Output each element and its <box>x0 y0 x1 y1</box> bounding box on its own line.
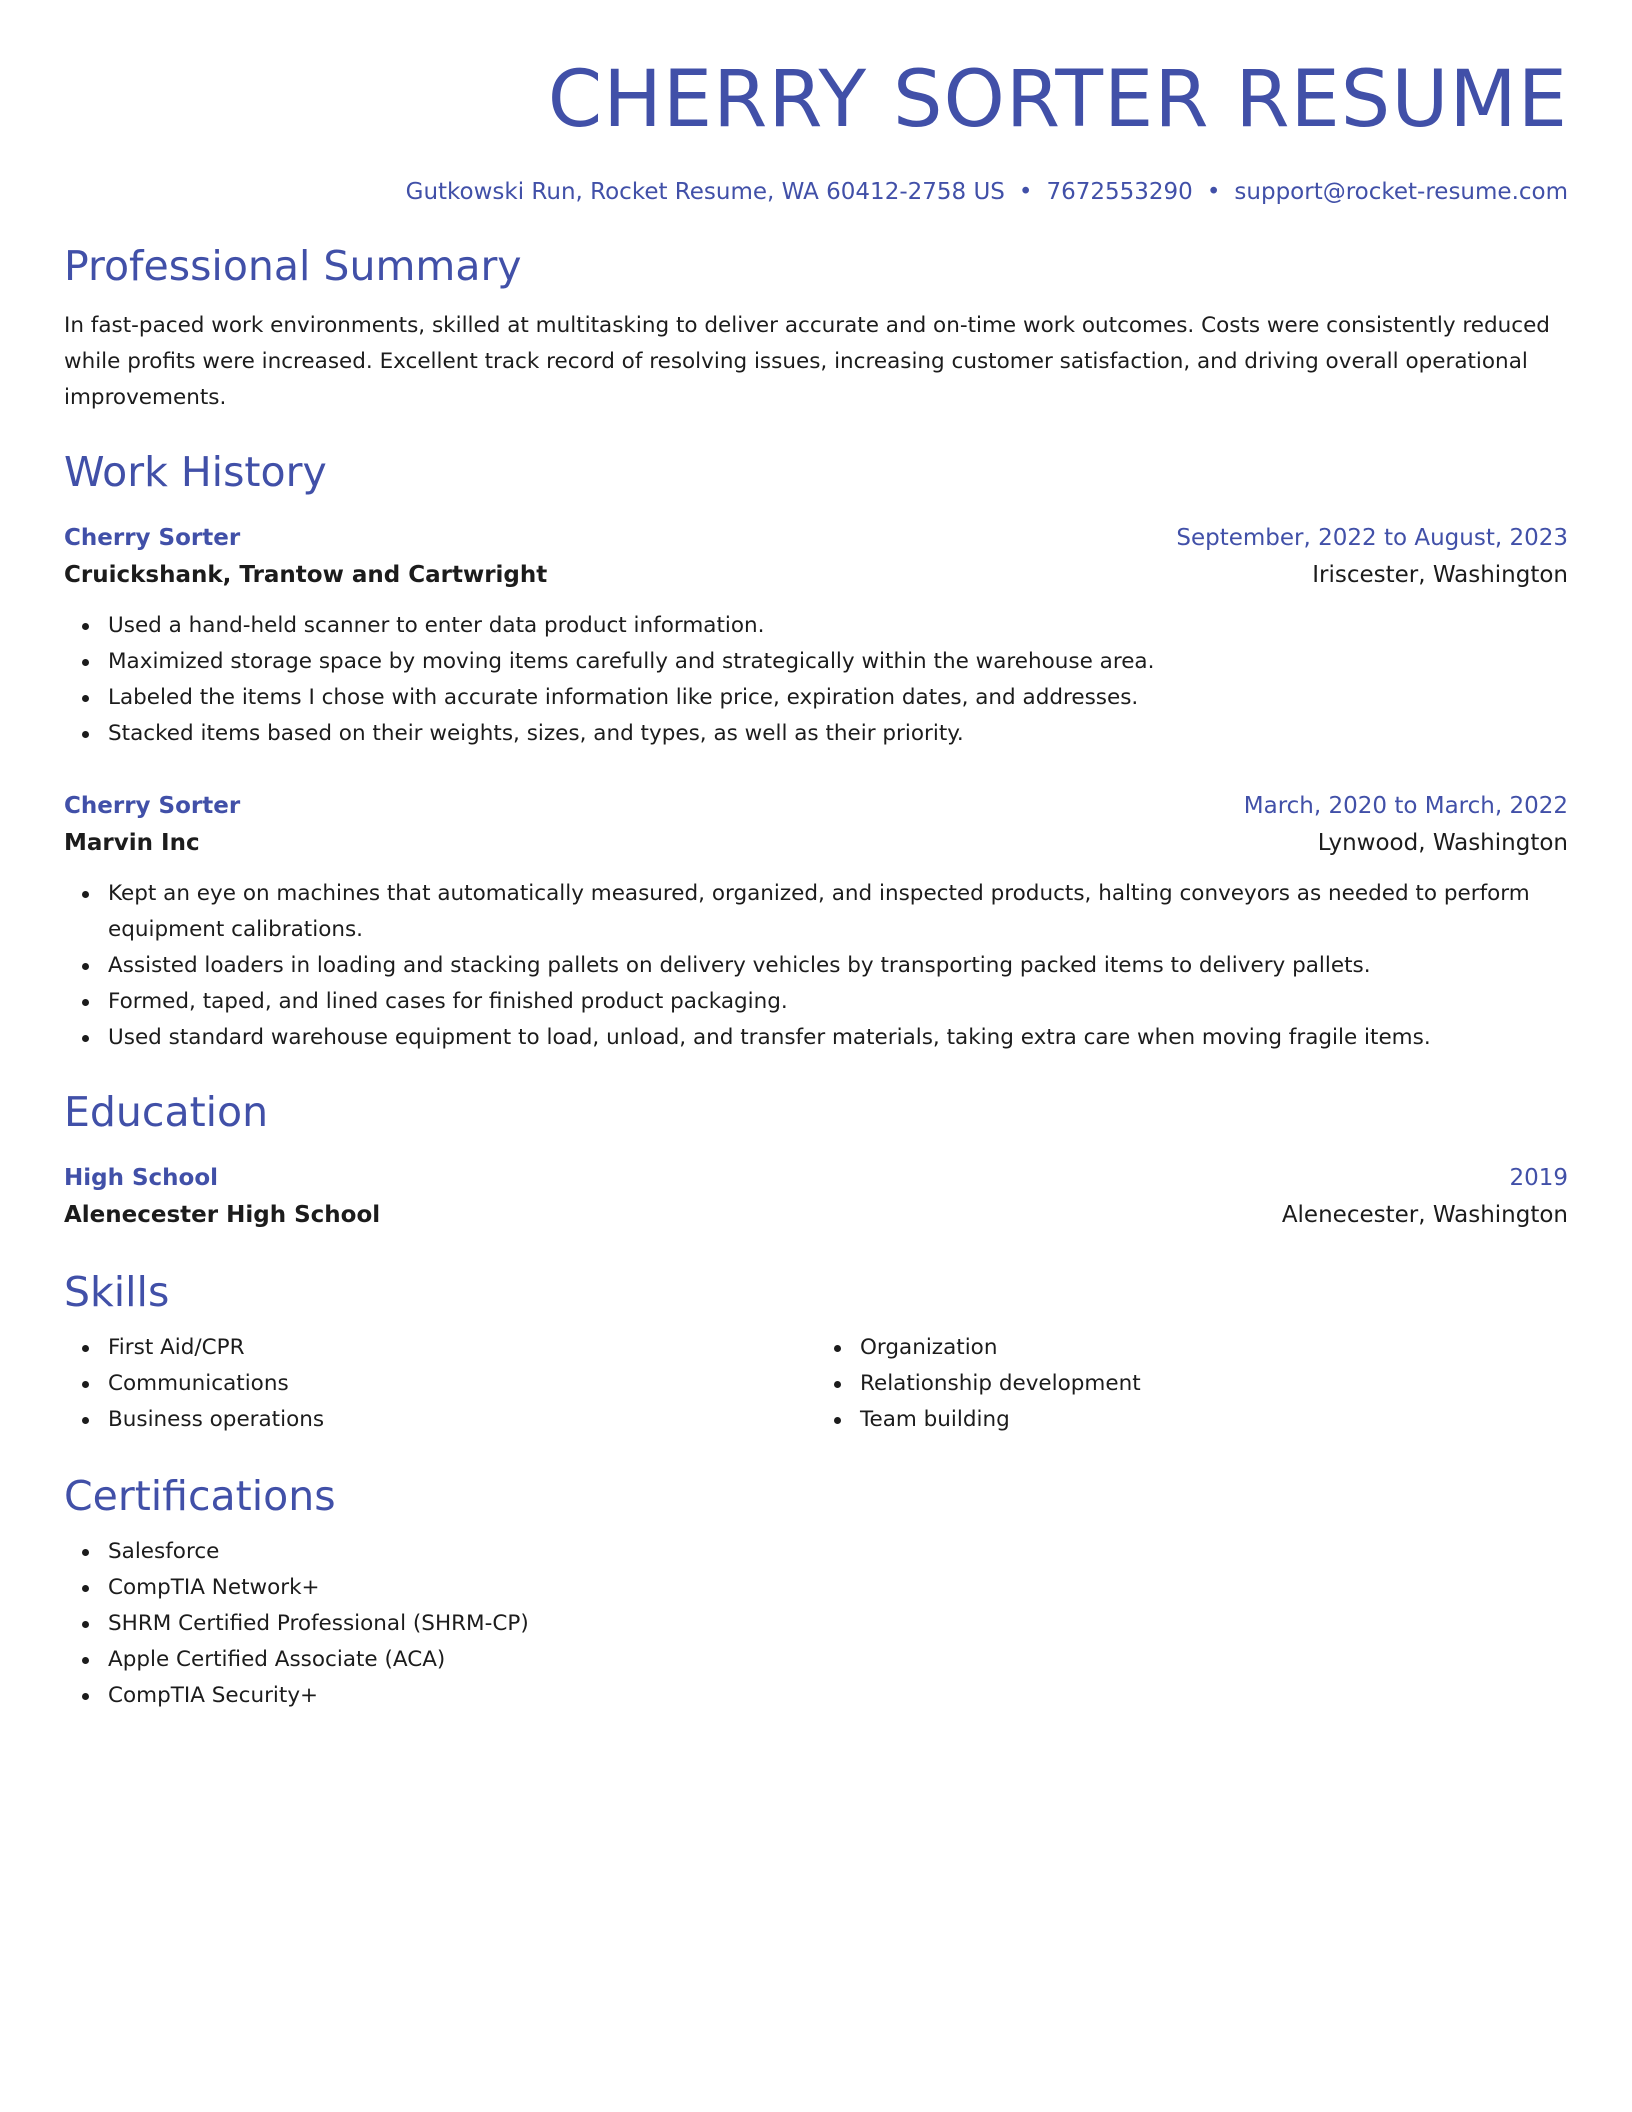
resume-name: CHERRY SORTER RESUME <box>547 55 1568 145</box>
skills-section <box>64 1264 1568 1438</box>
summary-section <box>64 238 1568 416</box>
job-bullet: Maximized storage space by moving items carefully and strategically within the warehouse area. <box>108 644 1568 680</box>
summary-text: In fast-paced work environments, skilled at multitasking to deliver accurate and on-time work outcomes. Costs were consistently reduced while profits were increased. Excellent track record of resolving issues, increasing customer satisfaction, and driving overall operational improvements. <box>64 313 1550 410</box>
certifications-list <box>64 1534 1568 1714</box>
skills-grid <box>64 1330 1568 1438</box>
skill-item: Organization <box>860 1330 1568 1366</box>
job-bullet: Formed, taped, and lined cases for finished product packaging. <box>108 984 1568 1020</box>
certification-item: CompTIA Network+ <box>108 1570 1568 1606</box>
contact-line <box>64 176 1568 208</box>
skill-item: First Aid/CPR <box>108 1330 816 1366</box>
job-header-row <box>64 788 1568 824</box>
contact-separator: • <box>1018 179 1033 205</box>
education-location: Alenecester, Washington <box>1281 1202 1568 1228</box>
job-bullet: Used standard warehouse equipment to load, unload, and transfer materials, taking extra care when moving fragile items. <box>108 1020 1568 1056</box>
job-entry <box>64 788 1568 1056</box>
job-header-row <box>64 520 1568 556</box>
job-location: Lynwood, Washington <box>1317 830 1568 856</box>
contact-separator: • <box>1206 179 1221 205</box>
skill-item: Business operations <box>108 1402 816 1438</box>
job-bullet: Assisted loaders in loading and stacking pallets on delivery vehicles by transporting packed items to delivery pallets. <box>108 948 1568 984</box>
certifications-section <box>64 1468 1568 1714</box>
education-degree: High School <box>64 1165 219 1191</box>
job-bullet: Kept an eye on machines that automatically measured, organized, and inspected products, halting conveyors as needed to perform equipment calibrations. <box>108 876 1568 948</box>
education-year: 2019 <box>1509 1165 1568 1191</box>
job-dates: September, 2022 to August, 2023 <box>1176 525 1568 551</box>
education-section <box>64 1084 1568 1234</box>
education-school-row <box>64 1196 1568 1234</box>
work-history-section <box>64 444 1568 1056</box>
job-bullet: Used a hand-held scanner to enter data product information. <box>108 608 1568 644</box>
certification-item: CompTIA Security+ <box>108 1678 1568 1714</box>
skills-list-left <box>64 1330 816 1438</box>
certification-item: Apple Certified Associate (ACA) <box>108 1642 1568 1678</box>
certifications-title: Certifications <box>64 1472 336 1520</box>
job-bullet-list <box>64 876 1568 1056</box>
job-company: Marvin Inc <box>64 830 200 856</box>
job-bullet: Labeled the items I chose with accurate information like price, expiration dates, and addresses. <box>108 680 1568 716</box>
education-school: Alenecester High School <box>64 1202 381 1228</box>
education-title: Education <box>64 1088 269 1136</box>
resume-header <box>64 50 1568 208</box>
job-bullet: Stacked items based on their weights, sizes, and types, as well as their priority. <box>108 716 1568 752</box>
job-company-row <box>64 556 1568 594</box>
job-entry <box>64 520 1568 752</box>
skill-item: Relationship development <box>860 1366 1568 1402</box>
skills-title: Skills <box>64 1268 170 1316</box>
contact-address: Gutkowski Run, Rocket Resume, WA 60412-2758 US <box>405 179 1005 205</box>
job-title: Cherry Sorter <box>64 793 241 819</box>
job-company: Cruickshank, Trantow and Cartwright <box>64 562 548 588</box>
job-dates: March, 2020 to March, 2022 <box>1243 793 1568 819</box>
skills-list-right <box>816 1330 1568 1438</box>
job-title: Cherry Sorter <box>64 525 241 551</box>
work-history-title: Work History <box>64 448 327 496</box>
skill-item: Communications <box>108 1366 816 1402</box>
summary-title: Professional Summary <box>64 242 522 290</box>
contact-phone: 7672553290 <box>1046 179 1193 205</box>
certification-item: Salesforce <box>108 1534 1568 1570</box>
job-location: Iriscester, Washington <box>1312 562 1568 588</box>
job-bullet-list <box>64 608 1568 752</box>
job-company-row <box>64 824 1568 862</box>
education-header-row <box>64 1160 1568 1196</box>
contact-email: support@rocket-resume.com <box>1234 179 1568 205</box>
certification-item: SHRM Certified Professional (SHRM-CP) <box>108 1606 1568 1642</box>
skill-item: Team building <box>860 1402 1568 1438</box>
education-entry <box>64 1160 1568 1234</box>
